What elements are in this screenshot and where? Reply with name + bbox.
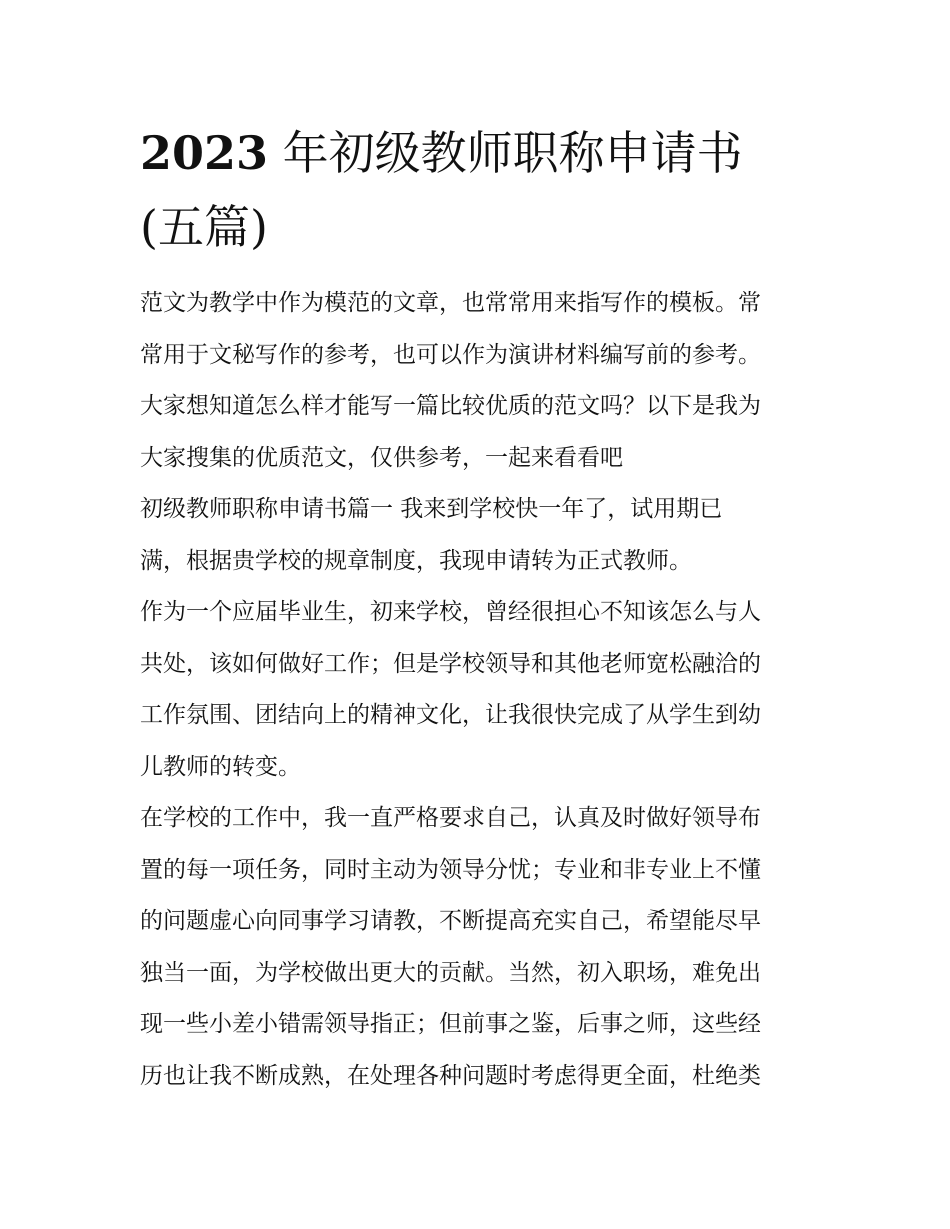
- body-line: 历也让我不断成熟，在处理各种问题时考虑得更全面，杜绝类: [140, 1062, 761, 1089]
- body-line: 常用于文秘写作的参考，也可以作为演讲材料编写前的参考。: [140, 341, 761, 368]
- body-line: 独当一面，为学校做出更大的贡献。当然，初入职场，难免出: [140, 959, 761, 986]
- body-line: 大家想知道怎么样才能写一篇比较优质的范文吗？以下是我为: [140, 393, 761, 419]
- body-line: 置的每一项任务，同时主动为领导分忧；专业和非专业上不懂: [140, 856, 761, 883]
- body-line: 作为一个应届毕业生，初来学校，曾经很担心不知该怎么与人: [140, 599, 761, 625]
- title-line-1: [140, 116, 820, 190]
- body-line: 的问题虚心向同事学习请教，不断提高充实自己，希望能尽早: [140, 908, 761, 934]
- body-line: 范文为教学中作为模范的文章，也常常用来指写作的模板。常: [140, 290, 761, 316]
- body-line: 现一些小差小错需领导指正；但前事之鉴，后事之师，这些经: [140, 1011, 761, 1037]
- body-line: 在学校的工作中，我一直严格要求自己，认真及时做好领导布: [140, 805, 761, 831]
- body-line: 共处，该如何做好工作；但是学校领导和其他老师宽松融洽的: [140, 650, 761, 677]
- document-title: [140, 116, 820, 264]
- body-line: 工作氛围、团结向上的精神文化，让我很快完成了从学生到幼: [140, 702, 761, 728]
- body-line: 初级教师职称申请书篇一 我来到学校快一年了，试用期已: [140, 496, 723, 522]
- title-year: 2023: [140, 126, 269, 180]
- document-body: [140, 278, 820, 1102]
- title-line-2: (五篇): [140, 200, 268, 254]
- body-line: 大家搜集的优质范文，仅供参考，一起来看看吧: [140, 444, 623, 471]
- title-text: 年初级教师职称申请书: [268, 126, 743, 180]
- body-line: 满，根据贵学校的规章制度，我现申请转为正式教师。: [140, 547, 692, 574]
- body-line: 儿教师的转变。: [140, 753, 301, 780]
